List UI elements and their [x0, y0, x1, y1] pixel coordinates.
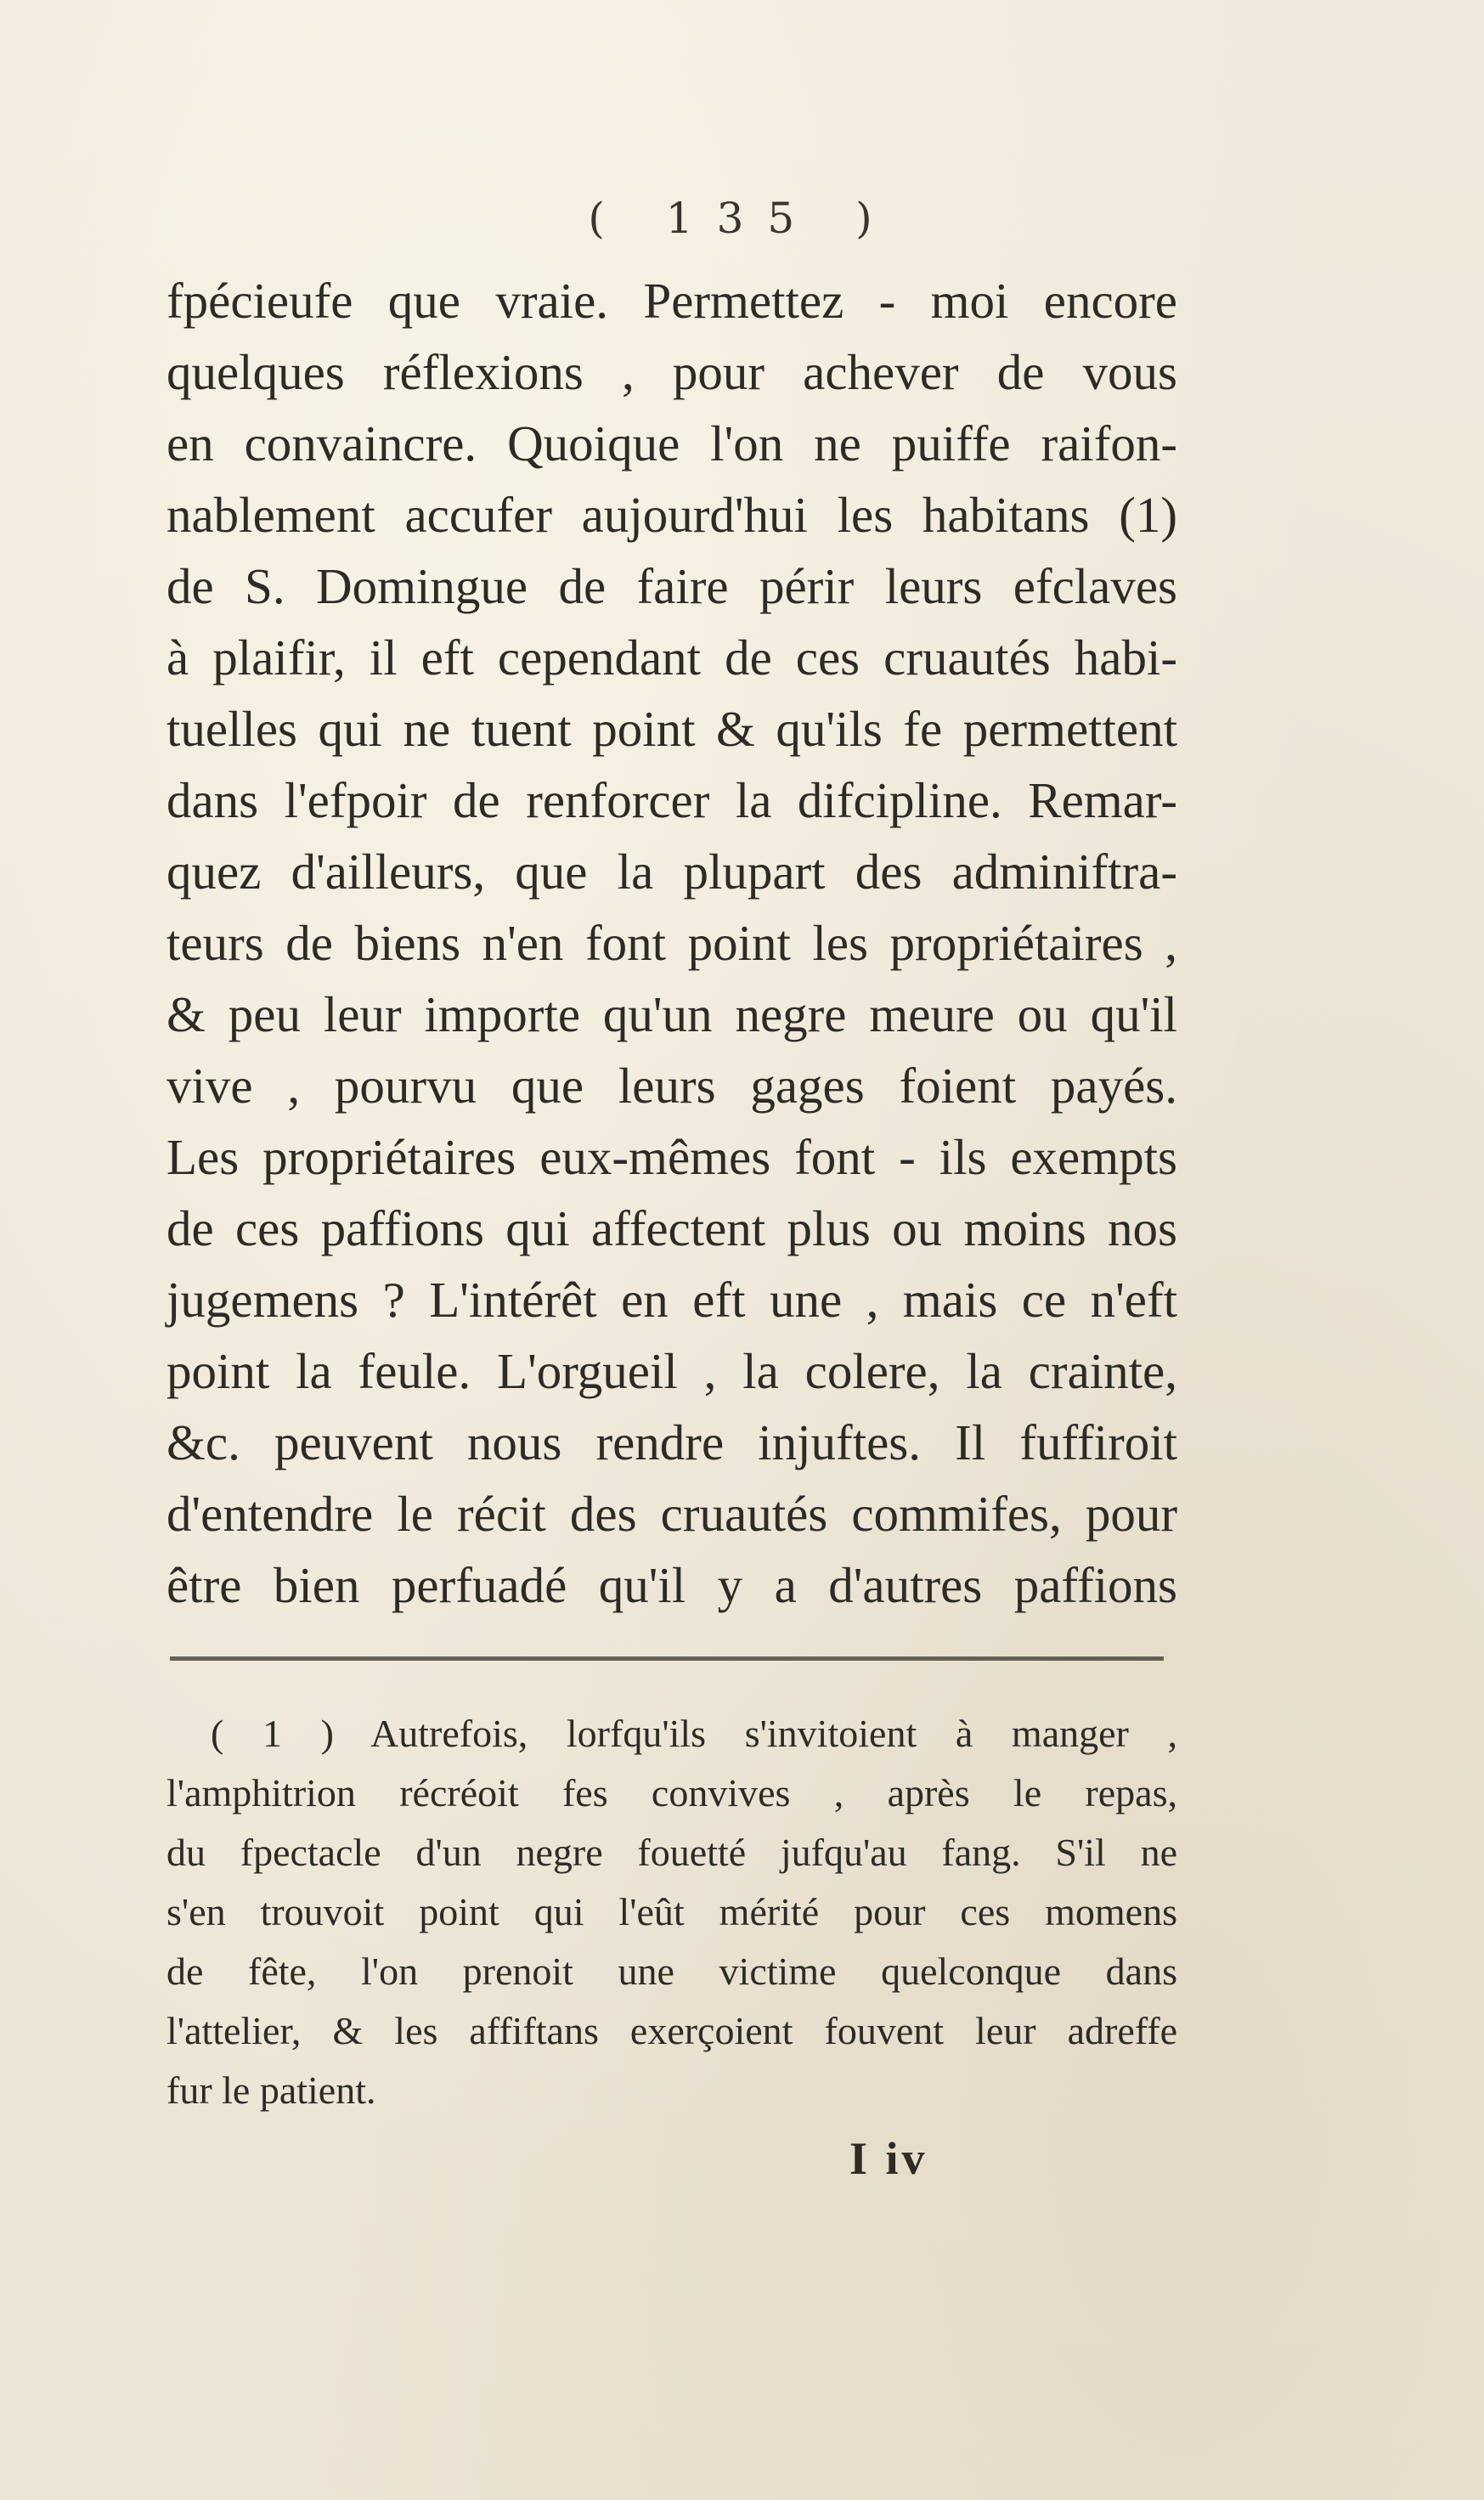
text-line: quez d'ailleurs, que la plupart des adminiftra-	[166, 844, 1177, 900]
footnote-line: l'attelier, & les affiftans exerçoient fouvent leur adreffe	[166, 2009, 1177, 2052]
text-line: point la feule. L'orgueil , la colere, la crainte,	[166, 1343, 1177, 1399]
text-line: être bien perfuadé qu'il y a d'autres paffions	[166, 1557, 1177, 1613]
text-line: nablement accufer aujourd'hui les habitans (1)	[166, 487, 1177, 543]
text-line: jugemens ? L'intérêt en eft une , mais ce n'eft	[166, 1272, 1177, 1328]
text-line: d'entendre le récit des cruautés commifes, pour	[166, 1486, 1177, 1542]
footnote-divider	[170, 1656, 1164, 1661]
text-line: dans l'efpoir de renforcer la difcipline. Remar-	[166, 772, 1177, 828]
footnote-line: fur le patient.	[166, 2068, 376, 2112]
text-line: de S. Domingue de faire périr leurs efclaves	[166, 558, 1177, 614]
text-line: &c. peuvent nous rendre injuftes. Il fuffiroit	[166, 1414, 1177, 1470]
footnote-line: l'amphitrion récréoit fes convives , après le repas,	[166, 1771, 1177, 1814]
text-line: quelques réflexions , pour achever de vous	[166, 344, 1177, 400]
footnote-line: du fpectacle d'un negre fouetté jufqu'au fang. S'il ne	[166, 1831, 1177, 1874]
footnote-line: s'en trouvoit point qui l'eût mérité pour ces momens	[166, 1890, 1177, 1933]
text-line: tuelles qui ne tuent point & qu'ils fe permettent	[166, 701, 1177, 757]
text-line: en convaincre. Quoique l'on ne puiffe raifon-	[166, 415, 1177, 471]
footnote	[166, 1704, 1177, 2120]
footnote-line: de fête, l'on prenoit une victime quelconque dans	[166, 1950, 1177, 1993]
text-line: teurs de biens n'en font point les propriétaires ,	[166, 915, 1177, 971]
text-line: Les propriétaires eux-mêmes font - ils exempts	[166, 1129, 1177, 1185]
text-line: fpécieufe que vraie. Permettez - moi encore	[166, 273, 1177, 329]
page-number: ( 135 )	[588, 194, 896, 243]
signature-mark: I iv	[849, 2133, 928, 2184]
footnote-line: ( 1 ) Autrefois, lorfqu'ils s'invitoient à manger ,	[211, 1712, 1177, 1755]
text-line: & peu leur importe qu'un negre meure ou qu'il	[166, 986, 1177, 1042]
text-line: à plaifir, il eft cependant de ces cruautés habi-	[166, 629, 1177, 686]
text-line: de ces paffions qui affectent plus ou moins nos	[166, 1200, 1177, 1256]
text-line: vive , pourvu que leurs gages foient payés.	[166, 1058, 1177, 1114]
main-text	[166, 265, 1177, 1621]
